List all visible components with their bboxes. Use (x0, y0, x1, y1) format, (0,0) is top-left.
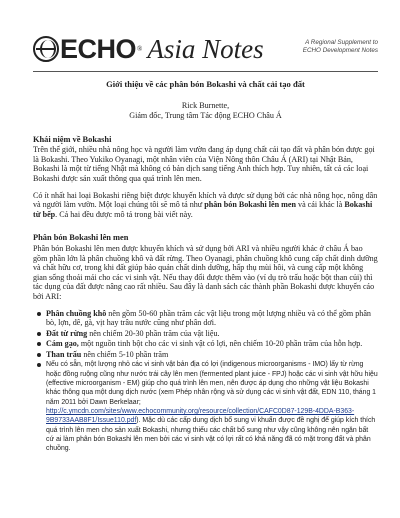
logo-subtitle: Asia Notes (147, 34, 264, 64)
note-text-a: Nếu có sẵn, một lượng nhỏ các vi sinh vật bản địa có lợi (indigenous microorganisms - IMO) lấy từ rừng hoặc đồng ruộng cũng như nước trái cây lên men (fermented plant juice - FPJ) hoặc các vi sinh vật hữu hiệu (effective microorganism - EM) giúp cho quá trình lên men, nên được áp dụng cho những vật liệu Bokashi khác thông qua một dung dịch nước (xem Phép nhân rộng và sử dụng các vi sinh vật đất, EDN 110, tháng 1 năm 2011 bởi Dawn Berkelaar; (46, 361, 378, 406)
list-item-bold: Đất từ rừng (46, 328, 88, 338)
list-item-bold: Than trấu (46, 349, 82, 359)
list-item-text: nên gồm 50-60 phần trăm các vật liệu trong một lượng nhiều và có thể gồm phân bò, lợn, dê, gà, vịt hay trâu nước cũng như phân dơi. (46, 308, 371, 328)
supplement-line-1: A Regional Supplement to (305, 39, 378, 46)
paragraph-1: Trên thế giới, nhiều nhà nông học và người làm vườn đang áp dụng chất cải tạo đất và phân bón được gọi là Bokashi. Theo Yukiko Oyanagi, một nhân viên của Viện Nông thôn Châu Á (ARI) tại Nhật Bản, Bokashi là một từ tiếng Nhật mà không có bản dịch sang tiếng Anh thích hợp. Tuy nhiên, tất cả các loại Bokashi được sản xuất thông qua quá trình lên men. (33, 145, 375, 183)
paragraph-2-text-a: Có ít nhất hai loại Bokashi riêng biệt được khuyến khích và được sử dụng bởi các nhà nông học, nông dân và người làm vườn. Một loại chúng tôi sẽ mô tả như (33, 190, 378, 210)
supplement-note (298, 39, 378, 55)
note-text-b: ). Mặc dù các cấp dung dịch bổ sung vi khuẩn được đề nghị để giúp kích thích quá trình lên men cho sản xuất Bokashi, nhưng thiếu các chất bổ sung như vậy cũng không nên ngăn bất cứ ai làm phân bón Bokashi lên men bởi các vi sinh vật có lợi rất có khả năng đã có mặt trong đất và phân chuồng. (46, 417, 376, 453)
document-body (33, 80, 378, 454)
author-name: Rick Burnette, (181, 100, 230, 110)
author-role: Giám đốc, Trung tâm Tác động ECHO Châu Á (129, 110, 282, 120)
list-item-bold: Phân chuồng khô (46, 308, 107, 318)
echo-logo (33, 36, 264, 62)
resource-link[interactable]: http://c.ymcdn.com/sites/www.echocommunity.org/resource/collection/CAFC0D87-129B-4DDA-B363-9B9733AAB8F1/Issue110.pdf (46, 407, 355, 425)
logo-word: ECHO (60, 34, 137, 64)
paragraph-2-text-c: . Cả hai đều được mô tả trong bài viết này. (55, 209, 193, 219)
document-title: Giới thiệu về các phân bón Bokashi và chất cải tạo đất (106, 79, 305, 89)
section-heading-bokashi-concept: Khái niệm về Bokashi (33, 134, 112, 144)
page-header (33, 36, 378, 76)
paragraph-2 (33, 191, 378, 220)
paragraph-2-bold-b: Bokashi từ bếp (33, 200, 373, 219)
list-item-note (46, 360, 378, 453)
supplement-line-2: ECHO Development Notes (302, 47, 378, 54)
paragraph-2-text-b: và cái khác là (296, 200, 345, 210)
list-item-text: nên chiếm 20-30 phần trăm của vật liệu. (87, 328, 220, 338)
list-item (46, 339, 378, 349)
list-item (46, 329, 378, 339)
globe-icon (33, 36, 59, 62)
ingredient-list (33, 309, 378, 454)
list-item (46, 350, 378, 360)
paragraph-3: Phân bón Bokashi lên men được khuyến khích và sử dụng bởi ARI và nhiều người khác ở châu Á bao gồm phần lớn là phân chuồng khô và đất rừng. Theo Oyanagi, phân chuồng khô cung cấp chất dinh dưỡng và chất hữu cơ, trong khi đất giúp bảo quản chất dinh dưỡng, hấp thụ mùi hôi, và cung cấp một không gian sống thoải mái cho các vi sinh vật. Nếu thay đổi được thêm vào (ví dụ trò trấu hoặc bột than củi) thì tác dụng của đất được nâng cao rất nhiều. Sau đây là danh sách các thành phần Bokashi được khuyến cáo bởi ARI: (33, 243, 378, 301)
registered-mark: ® (137, 45, 143, 53)
section-heading-fermented-bokashi: Phân bón Bokashi lên men (33, 233, 129, 243)
paragraph-2-bold-a: phân bón Bokashi lên men (204, 200, 296, 210)
header-divider (33, 71, 378, 72)
list-item-bold: Cám gạo, (46, 339, 79, 349)
list-item (46, 309, 378, 328)
list-item-text: một nguồn tinh bột cho các vi sinh vật có lợi, nên chiếm 10-20 phần trăm của hỗn hợp. (78, 339, 363, 349)
list-item-text: nên chiếm 5-10 phần trăm (81, 349, 169, 359)
